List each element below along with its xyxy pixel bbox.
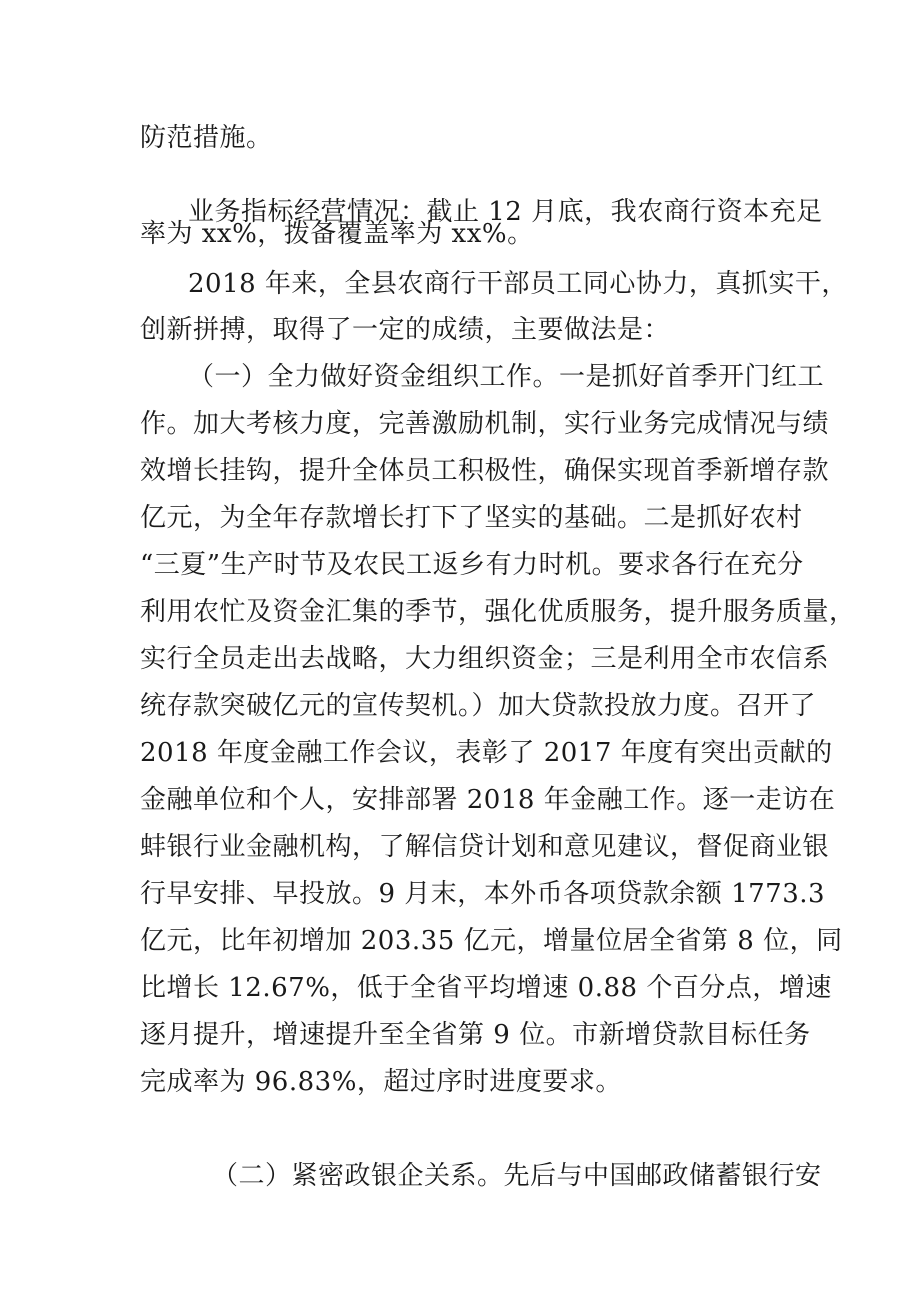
text-line: 作。加大考核力度，完善激励机制，实行业务完成情况与绩 xyxy=(140,409,830,439)
text-line: 完成率为 96.83%，超过序时进度要求。 xyxy=(140,1067,622,1097)
text-line: 逐月提升，增速提升至全省第 9 位。市新增贷款目标任务 xyxy=(140,1020,811,1050)
text-line: （二）紧密政银企关系。先后与中国邮政储蓄银行安 xyxy=(212,1161,822,1191)
text-line: “三夏”生产时节及农民工返乡有力时机。要求各行在充分 xyxy=(140,550,804,580)
text-line: 业务指标经营情况：截止 12 月底，我农商行资本充足 xyxy=(188,197,823,227)
text-line: 2018 年来，全县农商行干部员工同心协力，真抓实干， xyxy=(188,269,848,299)
text-line: 利用农忙及资金汇集的季节，强化优质服务，提升服务质量， xyxy=(140,597,856,627)
text-line: 效增长挂钩，提升全体员工积极性，确保实现首季新增存款 xyxy=(140,456,830,486)
text-line: 比增长 12.67%，低于全省平均增速 0.88 个百分点，增速 xyxy=(140,973,832,1003)
text-line: 亿元，为全年存款增长打下了坚实的基础。二是抓好农村 xyxy=(140,503,803,533)
text-line: 率为 xx%，拨备覆盖率为 xx%。 xyxy=(140,219,534,249)
text-line: 2018 年度金融工作会议，表彰了 2017 年度有突出贡献的 xyxy=(140,738,833,768)
text-line: （一）全力做好资金组织工作。一是抓好首季开门红工 xyxy=(188,362,825,392)
text-line: 蚌银行业金融机构，了解信贷计划和意见建议，督促商业银 xyxy=(140,832,830,862)
text-line: 创新拼搏，取得了一定的成绩，主要做法是： xyxy=(140,315,671,345)
text-line: 行早安排、早投放。9 月末，本外币各项贷款余额 1773.3 xyxy=(140,879,826,909)
text-line: 统存款突破亿元的宣传契机。）加大贷款投放力度。召开了 xyxy=(140,691,817,721)
text-line: 防范措施。 xyxy=(140,123,273,153)
text-line: 亿元，比年初增加 203.35 亿元，增量位居全省第 8 位，同 xyxy=(140,926,843,956)
text-line: 金融单位和个人，安排部署 2018 年金融工作。逐一走访在 xyxy=(140,785,836,815)
text-line: 实行全员走出去战略，大力组织资金；三是利用全市农信系 xyxy=(140,644,830,674)
